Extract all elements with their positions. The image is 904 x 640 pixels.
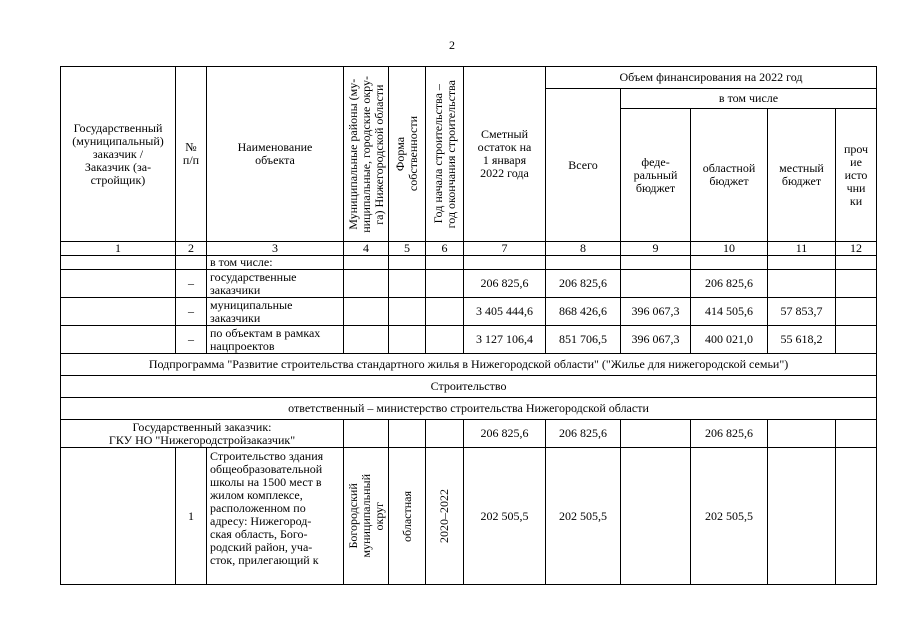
column-number: 4 [344,242,389,256]
column-number: 3 [207,242,344,256]
cell-estimated: 206 825,6 [464,270,546,298]
cell-local [768,270,836,298]
header-years-text: Год начала строительства – год окончания строительства [430,79,458,229]
cell-total: 206 825,6 [546,420,621,448]
section-title: Строительство [61,376,877,398]
cell-local: 55 618,2 [768,326,836,354]
object-years [426,448,464,585]
header-years [426,67,464,242]
cell-regional: 206 825,6 [691,420,768,448]
cell-regional: 202 505,5 [691,448,768,585]
column-number: 11 [768,242,836,256]
cell-regional: 400 021,0 [691,326,768,354]
cell-federal: 396 067,3 [621,298,691,326]
cell-local: 57 853,7 [768,298,836,326]
responsible-line: ответственный – министерство строительства Нижегородской области [61,398,877,420]
column-number: 9 [621,242,691,256]
cell-other [836,326,877,354]
cell-estimated: 3 405 444,6 [464,298,546,326]
object-ownership [389,448,426,585]
cell-total: 851 706,5 [546,326,621,354]
column-number: 6 [426,242,464,256]
header-object-name: Наименование объекта [207,67,344,242]
row-dash: – [176,270,207,298]
cell-estimated: 206 825,6 [464,420,546,448]
column-numbers-row [61,242,877,256]
financing-table [60,66,877,585]
header-regional: областной бюджет [691,109,768,242]
header-districts [344,67,389,242]
header-other: проч ие исто чни ки [836,109,877,242]
column-number: 12 [836,242,877,256]
cell-estimated: 3 127 106,4 [464,326,546,354]
header-ownership-text: Форма собственности [393,116,420,192]
cell-federal [621,420,691,448]
column-number: 10 [691,242,768,256]
column-number: 2 [176,242,207,256]
header-including: в том числе [621,89,877,109]
header-local: местный бюджет [768,109,836,242]
cell-federal [621,448,691,585]
header-customer: Государственный (муниципальный) заказчик / Заказчик (за- стройщик) [61,67,176,242]
including-label: в том числе: [207,256,344,270]
cell-other [836,298,877,326]
object-ownership-text: областная [399,490,414,542]
column-number: 1 [61,242,176,256]
cell-regional: 414 505,6 [691,298,768,326]
table-row [61,298,877,326]
object-district-text: Богородский муниципальный округ [345,474,386,558]
subprogram-title: Подпрограмма "Развитие строительства стандартного жилья в Нижегородской области" ("Жилье для нижегородской семьи") [61,354,877,376]
row-dash: – [176,298,207,326]
table-row [61,326,877,354]
header-financing-title: Объем финансирования на 2022 год [546,67,877,89]
cell-total: 202 505,5 [546,448,621,585]
column-number: 5 [389,242,426,256]
cell-estimated: 202 505,5 [464,448,546,585]
row-label: муниципальные заказчики [207,298,344,326]
header-districts-text: Муниципальные районы (му- ниципальные, городские окру- га) Нижегородской области [345,75,386,233]
object-years-text: 2020–2022 [437,489,451,543]
table-row [61,448,877,585]
header-estimated-balance: Сметный остаток на 1 января 2022 года [464,67,546,242]
header-total: Всего [546,89,621,242]
object-district [344,448,389,585]
page-number: 2 [449,38,455,52]
cell-regional: 206 825,6 [691,270,768,298]
table-row [61,256,877,270]
customer-label: Государственный заказчик: ГКУ НО "Нижегородстройзаказчик" [61,420,344,448]
column-number: 7 [464,242,546,256]
cell-federal: 396 067,3 [621,326,691,354]
cell-total: 206 825,6 [546,270,621,298]
column-number: 8 [546,242,621,256]
table-row [61,420,877,448]
header-ownership [389,67,426,242]
object-name: Строительство здания общеобразовательной школы на 1500 мест в жилом комплексе, расположенном по адресу: Нижегород- ская область, Бого- родский район, уча- сток, прилегающий к [207,448,344,585]
header-num: № п/п [176,67,207,242]
cell-federal [621,270,691,298]
object-num: 1 [176,448,207,585]
cell-other [836,270,877,298]
row-label: государственные заказчики [207,270,344,298]
row-dash: – [176,326,207,354]
cell-total: 868 426,6 [546,298,621,326]
table-row [61,270,877,298]
row-label: по объектам в рамках нацпроектов [207,326,344,354]
header-federal: феде- ральный бюджет [621,109,691,242]
